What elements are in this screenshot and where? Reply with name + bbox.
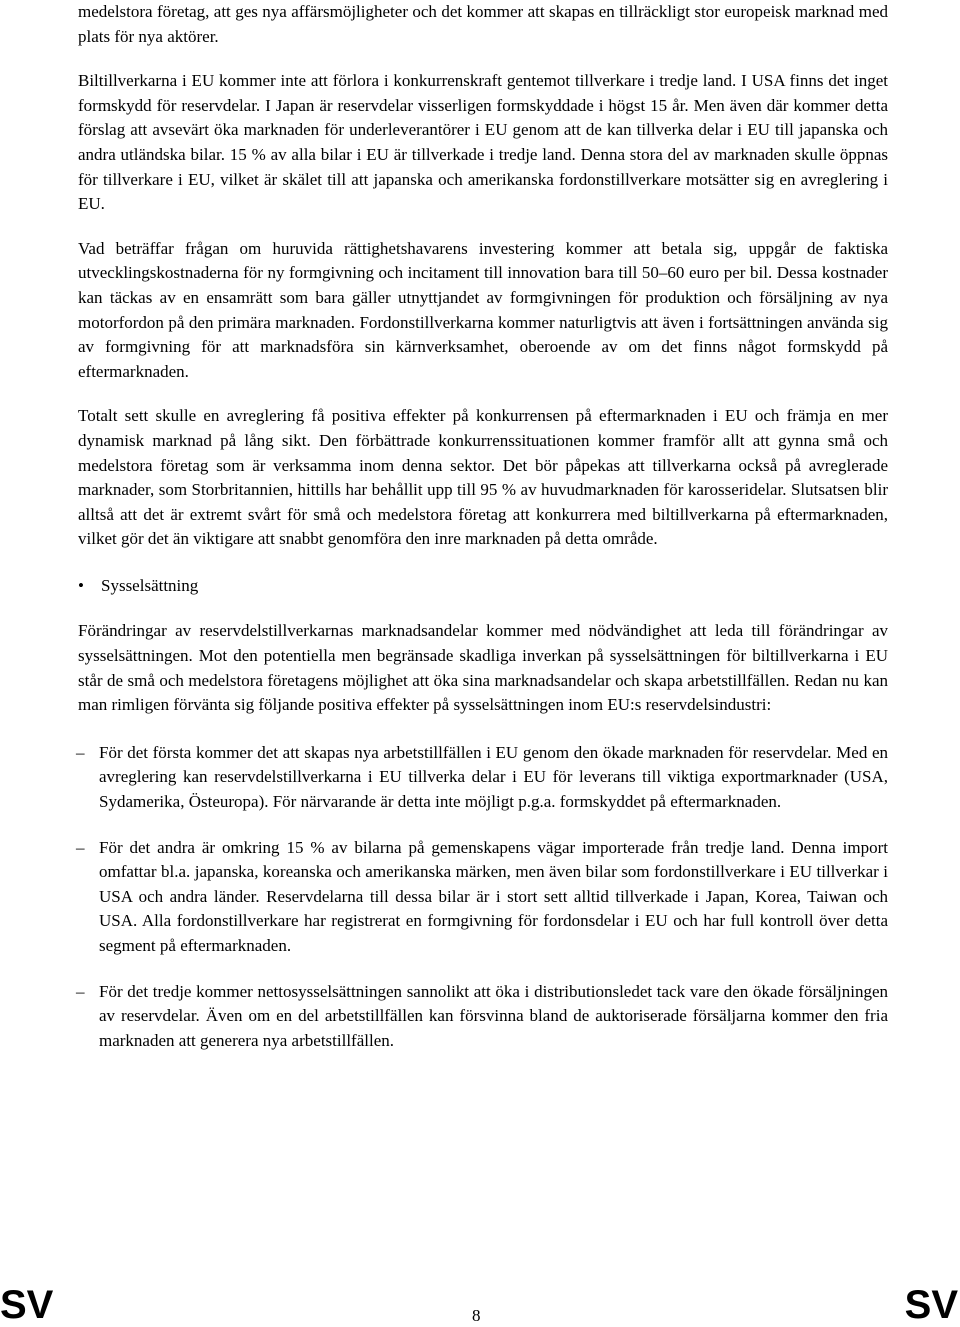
bullet-icon: • [78,575,84,595]
paragraph-deregulation-effects: Totalt sett skulle en avreglering få positiva effekter på konkurrensen på eftermarknaden i EU och främja en mer dynamisk marknad på lång sikt. Den förbättrade konkurrenssituationen kommer framför allt att gynna små och medelstora företag som är verksamma inom denna sektor. Det bör påpekas att tillverkarna också på avreglerade marknader, som Storbritannien, hittills har behållit upp till 95 % av huvudmarknaden för karosseridelar. Slutsatsen blir alltså att det är extremt svårt för små och medelstora företag att konkurrera med biltillverkarna på eftermarknaden, vilket gör det än viktigare att snabbt genomföra den inre marknaden på detta område. [78,406,888,549]
dash-icon: – [76,742,85,762]
footer-language-code-right: SV [904,1283,958,1327]
page-number: 8 [472,1306,481,1325]
dash-list-item-text: För det andra är omkring 15 % av bilarna på gemenskapens vägar importerade från tredje land. Denna import omfattar bl.a. japanska, koreanska och amerikanska märken, men även bilar som fordonstillverkare i EU tillverkar i USA och andra länder. Reservdelarna till dessa bilar är i stort sett alltid tillverkade i Japan, Korea, Taiwan och USA. Alla fordonstillverkare har registrerat en formgivning för fordonsdelar i EU och har full kontroll över detta segment på eftermarknaden. [99,837,888,955]
paragraph-competitiveness: Biltillverkarna i EU kommer inte att förlora i konkurrenskraft gentemot tillverkare i tredje land. I USA finns det inget formskydd för reservdelar. I Japan är reservdelar visserligen formskyddade i högst 15 år. Men även där kommer detta förslag att avsevärt öka marknaden för underleverantörer i EU genom att de kan tillverka delar i EU till japanska och andra utländska bilar. 15 % av alla bilar i EU är tillverkade i tredje land. Denna stora del av marknaden skulle öppnas för tillverkare i EU, vilket är skälet till att japanska och amerikanska fordonstillverkare motsätter sig en avreglering i EU. [78,71,888,214]
bullet-heading-label: Sysselsättning [101,575,199,595]
footer-language-code-left: SV [0,1283,54,1327]
bullet-heading-employment [78,574,888,599]
document-page [78,0,888,1053]
dash-list-item [78,980,888,1054]
dash-list-item-text: För det tredje kommer nettosysselsättningen sannolikt att öka i distributionsledet tack vare den ökade försäljningen av reservdelar. Även om en del arbetstillfällen kan försvinna bland de auktoriserade försäljarna kommer den fria marknaden att generera nya arbetstillfällen. [99,981,888,1050]
paragraph-employment-changes: Förändringar av reservdelstillverkarnas marknadsandelar kommer med nödvändighet att leda till förändringar av sysselsättningen. Mot den potentiella men begränsade skadliga inverkan på sysselsättningen för biltillverkarna i EU står de små och medelstora företagens möjlighet att öka sina marknadsandelar och skapa arbetstillfällen. Redan nu kan man rimligen förvänta sig följande positiva effekter på sysselsättningen inom EU:s reservdelsindustri: [78,621,888,715]
paragraph-investment-return: Vad beträffar frågan om huruvida rättighetshavarens investering kommer att betala sig, uppgår de faktiska utvecklingskostnaderna för ny formgivning och incitament till innovation bara till 50–60 euro per bil. Dessa kostnader kan täckas av en ensamrätt som bara gäller utnyttjandet av formgivningen för produktion och försäljning av nya motorfordon på den primära marknaden. Fordonstillverkarna kommer naturligtvis att även i fortsättningen använda sig av formgivning för att marknadsföra sin kärnverksamhet, oberoende av om det finns något formskydd på eftermarknaden. [78,238,888,381]
paragraph-intro-continuation: medelstora företag, att ges nya affärsmöjligheter och det kommer att skapas en tillräckligt stor europeisk marknad med plats för nya aktörer. [78,2,888,46]
dash-list-item-text: För det första kommer det att skapas nya arbetstillfällen i EU genom den ökade marknaden för reservdelar. Med en avreglering kan reservdelstillverkarna i EU tillverka delar i EU för leverans till viktiga exportmarknader (USA, Sydamerika, Östeuropa). För närvarande är detta inte möjligt p.g.a. formskyddet på eftermarknaden. [99,742,888,812]
dash-list-item [78,741,888,815]
dash-list-item [78,836,888,959]
dash-icon: – [76,981,85,1001]
dash-icon: – [76,837,85,857]
